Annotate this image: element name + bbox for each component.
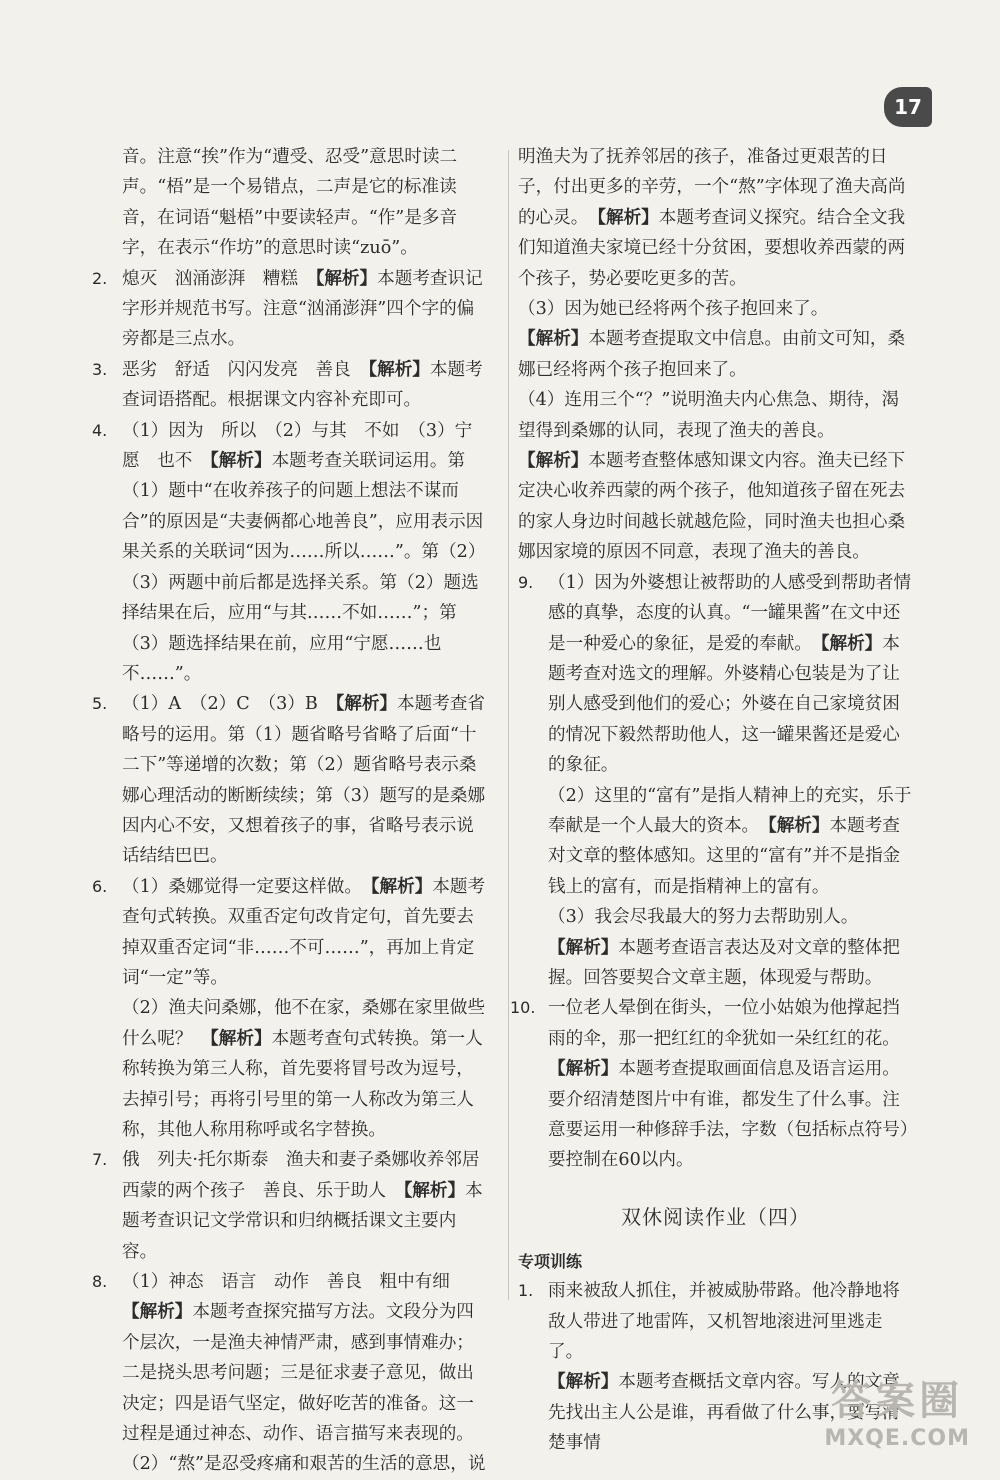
analysis-text: 本题考查语言表达及对文章的整体把握。回答要契合文章主题，体现爱与帮助。	[548, 937, 900, 988]
watermark-logo	[824, 1369, 970, 1451]
item-number: 10.	[510, 998, 536, 1018]
answer-item-2	[92, 264, 489, 355]
analysis-text: 本题考查概括文章内容。写人的文章先找出主人公是谁，再看做了什么事，要写清楚事情	[548, 1372, 900, 1454]
analysis-tag: 【解析】	[597, 206, 659, 228]
answer-text: （1）神态 语言 动作 善良 粗中有细	[122, 1272, 450, 1293]
answer-item-9-part-3: （3）我会尽我最大的努力去帮助别人。	[548, 907, 859, 928]
answer-text: 明渔夫为了抚养邻居的孩子，准备过更艰苦的日子，付出更多的辛劳，一个“熬”字体现了渔夫高尚的心灵。	[518, 147, 906, 228]
answer-text: （1）A （2）C （3）B	[122, 694, 336, 715]
answer-part-4-analysis	[518, 446, 913, 568]
analysis-tag: 【解析】	[548, 1371, 619, 1393]
answer-item-6	[92, 872, 489, 994]
analysis-text: 本题考查整体感知课文内容。渔夫已经下定决心收养西蒙的两个孩子，他知道孩子留在死去的家人身边时间越长就越危险，同时渔夫也担心桑娜因家境的原因不同意，表现了渔夫的善良。	[518, 451, 906, 563]
analysis-text: 本题考查识记文学常识和归纳概括课文主要内容。	[122, 1180, 483, 1262]
subheading: 专项训练	[518, 1252, 583, 1272]
watermark-line-2: MXQE.COM	[824, 1426, 970, 1451]
analysis-tag: 【解析】	[315, 267, 378, 289]
answer-text: （1）因为外婆想让被帮助的人感受到帮助者情感的真挚，态度的认真。“一罐果酱”在文中还是一种爱心的象征，是爱的奉献。	[548, 572, 912, 654]
answer-text: （2）渔夫问桑娜，他不在家，桑娜在家里做些什么呢？	[122, 998, 486, 1049]
item-number: 8.	[92, 1272, 108, 1292]
analysis-text: 本题考查探究描写方法。文段分为四个层次，一是渔夫神情严肃，感到事情难办；二是挠头思考问题；三是征求妻子意见，做出决定；四是语气坚定，做好吃苦的准备。这一过程是通过神态、动作、语言描写来表现的。	[122, 1302, 474, 1445]
right-column	[510, 142, 913, 1459]
answer-item-6-part-2	[92, 993, 489, 1145]
answer-item-s1	[518, 1276, 913, 1367]
item-number: 5.	[92, 694, 108, 714]
answer-item-3	[92, 355, 489, 416]
answer-item-9-part-2	[518, 781, 913, 903]
answer-item-7	[92, 1145, 489, 1267]
answer-text: （2）这里的“富有”是指人精神上的充实，乐于奉献是一个人最大的资本。	[548, 785, 912, 836]
analysis-tag: 【解析】	[335, 693, 398, 715]
analysis-tag: 【解析】	[368, 358, 430, 380]
analysis-text: 本题考查识记字形并规范书写。注意“汹涌澎湃”四个字的偏旁都是三点水。	[122, 268, 483, 350]
continued-text: 音。注意“挨”作为“遭受、忍受”意思时读二声。“梧”是一个易错点，二声是它的标准读音，在词语“魁梧”中要读轻声。“作”是多音字，在表示“作坊”的意思时读“zuō”。	[122, 147, 458, 259]
analysis-text: 本题考查句式转换。第一人称转换为第三人称，首先要将冒号改为逗号，去掉引号；再将引号里的第一人称改为第三人称，其他人称用称呼或名字替换。	[122, 1028, 483, 1140]
analysis-text: 本题考查词义探究。结合全文我们知道渔夫家境已经十分贫困，要想收养西蒙的两个孩子，势必要吃更多的苦。	[518, 207, 906, 289]
answer-part-3: （3）因为她已经将两个孩子抱回来了。	[518, 299, 829, 320]
answer-text: （1）桑娜觉得一定要这样做。	[122, 876, 371, 897]
analysis-text: 本题考查省略号的运用。第（1）题省略号省略了后面“十二下”等递增的次数；第（2）题省略号表示桑娜心理活动的断断续续；第（3）题写的是桑娜因内心不安，又想着孩子的事，省略号表示说话结结巴巴。	[122, 694, 486, 867]
analysis-tag: 【解析】	[767, 814, 830, 836]
answer-part-4: （4）连用三个“？”说明渔夫内心焦急、期待，渴望得到桑娜的认同，表现了渔夫的善良。	[518, 390, 900, 441]
left-column	[92, 142, 489, 1480]
answer-text: 恶劣 舒适 闪闪发亮 善良	[122, 359, 369, 380]
item-number: 1.	[518, 1281, 534, 1301]
answer-text: 一位老人晕倒在街头，一位小姑娘为他撑起挡雨的伞，那一把红红的伞犹如一朵红红的花。	[548, 998, 900, 1049]
answer-text: 熄灭 汹涌澎湃 糟糕	[122, 268, 316, 289]
answer-item-5	[92, 689, 489, 871]
analysis-tag: 【解析】	[820, 632, 883, 654]
answer-item-10-analysis	[518, 1054, 913, 1176]
continued-text	[518, 142, 913, 294]
answer-item-9-part-3-analysis	[518, 933, 913, 994]
answer-item-9	[518, 568, 913, 781]
page-number-badge: 17	[884, 87, 932, 127]
analysis-text: 本题考查句式转换。双重否定句改肯定句，首先要去掉双重否定词“非……不可……”，再加上肯定词“一定”等。	[122, 876, 486, 988]
analysis-tag: 【解析】	[548, 936, 619, 958]
watermark-line-1: 答案圈	[831, 1378, 964, 1424]
analysis-tag: 【解析】	[370, 875, 433, 897]
answer-item-8	[92, 1267, 489, 1297]
item-number: 6.	[92, 876, 108, 896]
analysis-text: 本题考查对文章的整体感知。这里的“富有”并不是指金钱上的富有，而是指精神上的富有。	[548, 815, 901, 897]
answer-part-3-analysis	[518, 324, 913, 385]
answer-text: 俄 列夫·托尔斯泰 渔夫和妻子桑娜收养邻居西蒙的两个孩子 善良、乐于助人	[122, 1150, 480, 1201]
analysis-text: 本题考查对选文的理解。外婆精心包装是为了让别人感受到他们的爱心；外婆在自己家境贫困的情况下毅然帮助他人，这一罐果酱还是爱心的象征。	[548, 633, 900, 776]
item-number: 4.	[92, 420, 108, 440]
item-number: 2.	[92, 268, 108, 288]
answer-item-8-analysis	[92, 1297, 489, 1449]
answer-text: 雨来被敌人抓住，并被威胁带路。他冷静地将敌人带进了地雷阵，又机智地滚进河里逃走了。	[548, 1281, 900, 1363]
analysis-tag: 【解析】	[548, 1058, 619, 1080]
analysis-tag: 【解析】	[122, 1301, 193, 1323]
analysis-text: 本题考查提取文中信息。由前文可知，桑娜已经将两个孩子抱回来了。	[518, 329, 906, 380]
item-number: 9.	[518, 572, 534, 592]
analysis-tag: 【解析】	[209, 450, 272, 472]
analysis-tag: 【解析】	[209, 1027, 272, 1049]
column-divider	[508, 150, 509, 1300]
answer-text: （1）因为 所以 （2）与其 不如 （3）宁愿 也不	[122, 420, 473, 472]
answer-item-4	[92, 416, 489, 690]
analysis-tag: 【解析】	[518, 450, 589, 472]
analysis-text: 本题考查词语搭配。根据课文内容补充即可。	[122, 359, 483, 411]
section-title: 双休阅读作业（四）	[621, 1204, 810, 1229]
analysis-tag: 【解析】	[403, 1179, 466, 1201]
answer-item-10	[510, 993, 913, 1054]
item-number: 7.	[92, 1150, 108, 1170]
analysis-text: 本题考查关联词运用。第（1）题中“在收养孩子的问题上想法不谋而合”的原因是“夫妻俩都心地善良”，应用表示因果关系的关联词“因为……所以……”。第（2）（3）两题中前后都是选择关系。第（2）题选择结果在后，应用“与其……不如……”；第（3）题选择结果在前，应用“宁愿……也不……”。	[122, 451, 486, 684]
analysis-text: 本题考查提取画面信息及语言运用。要介绍清楚图片中有谁，都发生了什么事。注意要运用一种修辞手法，字数（包括标点符号）要控制在60以内。	[548, 1059, 909, 1171]
answer-item-8-part-2: （2）“熬”是忍受疼痛和艰苦的生活的意思，说	[122, 1454, 486, 1475]
analysis-tag: 【解析】	[518, 328, 589, 350]
item-number: 3.	[92, 359, 108, 379]
